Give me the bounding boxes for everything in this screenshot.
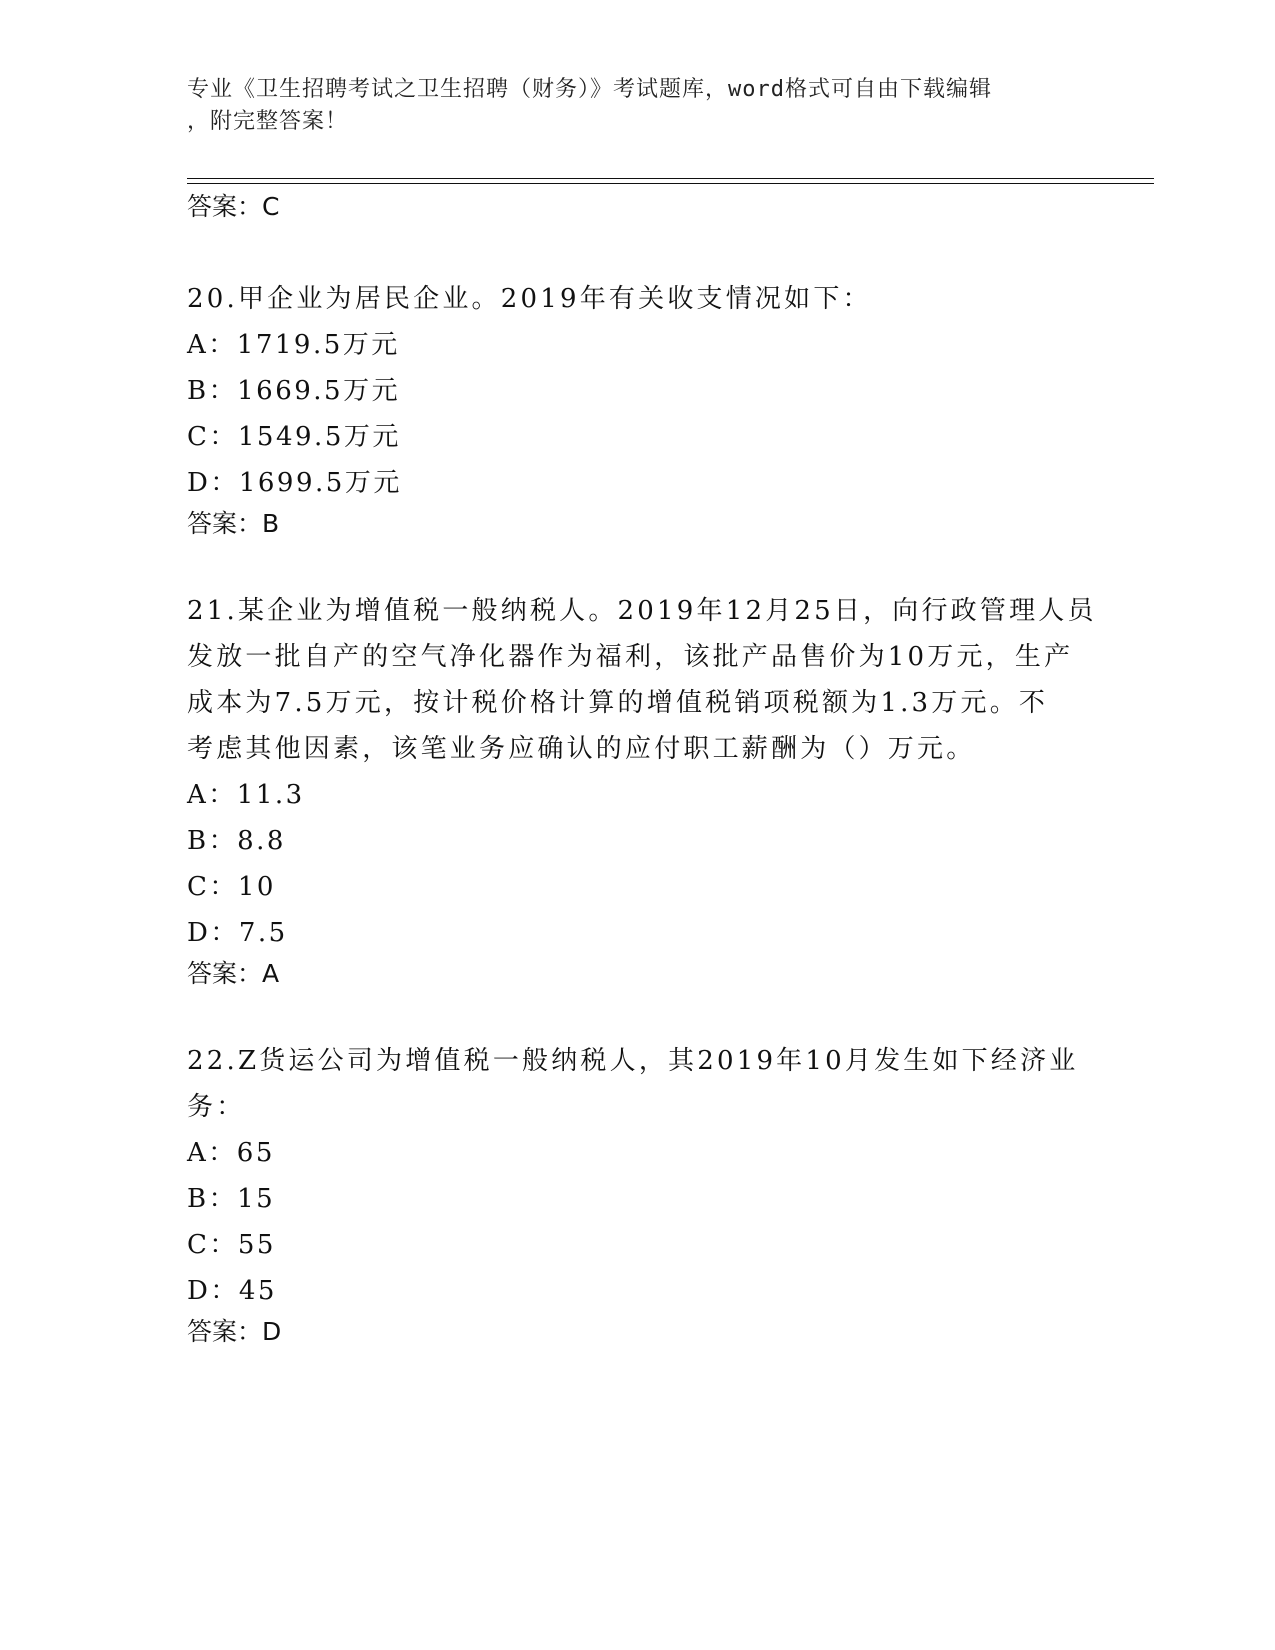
option-a: A：65 [187, 1138, 275, 1168]
question-line: 考虑其他因素，该笔业务应确认的应付职工薪酬为（）万元。 [187, 734, 976, 764]
option-a: A：1719.5万元 [187, 330, 400, 360]
question-22 [187, 1038, 1087, 1349]
question-line: 21.某企业为增值税一般纳税人。2019年12月25日，向行政管理人员 [187, 596, 1097, 626]
question-line: 成本为7.5万元，按计税价格计算的增值税销项税额为1.3万元。不 [187, 688, 1049, 718]
option-b: B：15 [187, 1184, 276, 1214]
document-header [187, 74, 1067, 138]
question-text [187, 588, 1097, 772]
option-c: C：55 [187, 1230, 276, 1260]
option-d: D：1699.5万元 [187, 468, 402, 498]
question-line: 发放一批自产的空气净化器作为福利，该批产品售价为10万元，生产 [187, 642, 1074, 672]
option-a: A：11.3 [187, 780, 305, 810]
header-line-1: 专业《卫生招聘考试之卫生招聘（财务）》考试题库，word格式可自由下载编辑 [187, 77, 992, 102]
option-c: C：10 [187, 872, 276, 902]
answer: 答案：B [187, 509, 280, 538]
option-b: B：8.8 [187, 826, 286, 856]
question-20 [187, 276, 1087, 541]
header-divider-top [187, 178, 1154, 179]
question-21 [187, 588, 1097, 991]
header-divider-bottom [187, 183, 1154, 184]
question-line: 务： [187, 1092, 246, 1122]
question-line: 20.甲企业为居民企业。2019年有关收支情况如下： [187, 284, 872, 314]
option-b: B：1669.5万元 [187, 376, 401, 406]
option-c: C：1549.5万元 [187, 422, 401, 452]
question-line: 22.Z货运公司为增值税一般纳税人，其2019年10月发生如下经济业 [187, 1046, 1079, 1076]
header-line-2: ，附完整答案！ [187, 109, 349, 134]
question-text [187, 1038, 1087, 1130]
option-d: D：7.5 [187, 918, 288, 948]
answer: 答案：A [187, 959, 280, 988]
answer: 答案：D [187, 1317, 282, 1346]
previous-answer: 答案：C [187, 192, 280, 221]
question-text [187, 276, 1087, 322]
option-d: D：45 [187, 1276, 277, 1306]
